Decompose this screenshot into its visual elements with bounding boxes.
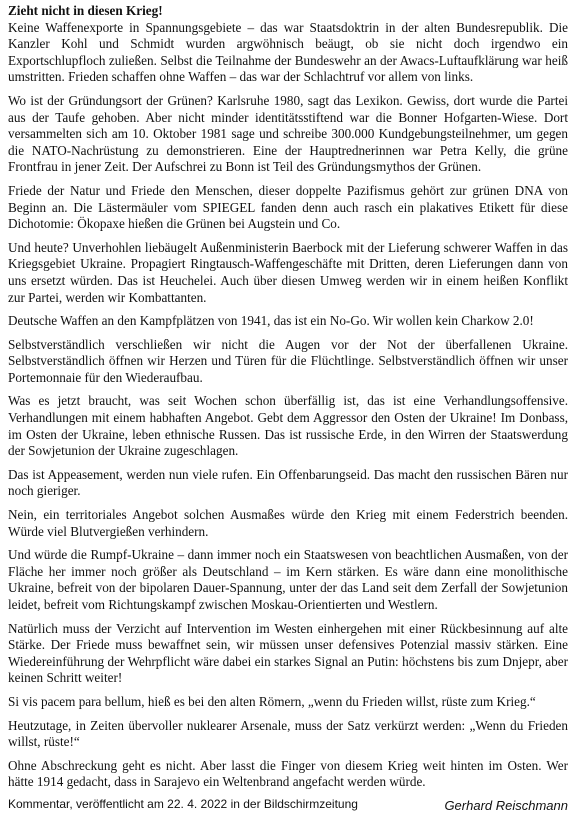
article-paragraph: Wo ist der Gründungsort der Grünen? Karlsruhe 1980, sagt das Lexikon. Gewiss, dort wurde die Partei aus der Taufe gehoben. Aber nicht minder identitätsstiftend war die Bonner Hofgarten-Wiese. Dort versammelten sich am 10. Oktober 1981 sage und schreibe 300.000 Kundgebungsteilnehmer, um gegen die NATO-Nachrüstung zu demonstrieren. Eine der Hauptrednerinnen war Petra Kelly, die grüne Frontfrau in jener Zeit. Der Aufschrei zu Bonn ist Teil des Gründungsmythos der Grünen. — [8, 92, 568, 175]
article-paragraph: Friede der Natur und Friede den Menschen, dieser doppelte Pazifismus gehört zur grünen DNA von Beginn an. Die Lästermäuler vom SPIEGEL fanden denn auch rasch ein plakatives Etikett für diese Dichotomie: Ökopaxe hießen die Grünen bei Augstein und Co. — [8, 182, 568, 232]
article-paragraph: Keine Waffenexporte in Spannungsgebiete – das war Staatsdoktrin in der alten Bundesrepublik. Die Kanzler Kohl und Schmidt wurden argwöhnisch beäugt, ob sie nicht doch irgendwo ein Exportschlupfloch zuließen. Selbst die Teilnahme der Bundeswehr an der Awacs-Luftaufklärung war heiß umstritten. Frieden schaffen ohne Waffen – das war der Schlachtruf vor allem von links. — [8, 19, 568, 85]
author-signature: Gerhard Reischmann — [444, 797, 568, 813]
article-paragraph: Deutsche Waffen an den Kampfplätzen von 1941, das ist ein No-Go. Wir wollen kein Charkow 2.0! — [8, 313, 534, 329]
article-paragraph: Selbstverständlich verschließen wir nicht die Augen vor der Not der überfallenen Ukraine. Selbstverständlich öffnen wir Herzen und Türen für die Flüchtlinge. Selbstverständlich öffnen wir unser Portemonnaie für den Wiederaufbau. — [8, 336, 568, 385]
article-paragraph: Das ist Appeasement, werden nun viele rufen. Ein Offenbarungseid. Das macht den russischen Bären nur noch gieriger. — [8, 466, 568, 499]
publication-note: Kommentar, veröffentlicht am 22. 4. 2022 in der Bildschirmzeitung — [8, 797, 358, 811]
article-paragraph: Was es jetzt braucht, was seit Wochen schon überfällig ist, das ist eine Verhandlungsoffensive. Verhandlungen mit einem habhaften Angebot. Gebt dem Aggressor den Osten der Ukraine! Im Donbass, im Osten der Ukraine, leben ethnische Russen. Das ist russische Erde, in den Wirren der Staatswerdung der Sowjetunion der Ukraine zugeschlagen. — [8, 393, 568, 459]
article-paragraph: Heutzutage, in Zeiten übervoller nuklearer Arsenale, muss der Satz verkürzt werden: „Wenn du Frieden willst, rüste!“ — [8, 717, 568, 750]
article-paragraph: Und heute? Unverhohlen liebäugelt Außenministerin Baerbock mit der Lieferung schwerer Waffen in das Kriegsgebiet Ukraine. Propagiert Ringtausch-Waffengeschäfte mit Dritten, deren Lieferungen dann von uns ersetzt würden. Das ist Heuchelei. Auch über diesen Umweg werden wir in einem heißen Konflikt zur Partei, werden wir Kombattanten. — [8, 239, 568, 305]
article — [8, 3, 568, 815]
article-title: Zieht nicht in diesen Krieg! — [8, 3, 163, 18]
article-paragraph: Si vis pacem para bellum, hieß es bei den alten Römern, „wenn du Frieden willst, rüste zum Krieg.“ — [8, 693, 536, 709]
article-paragraph: Nein, ein territoriales Angebot solchen Ausmaßes würde den Krieg mit einem Federstrich beenden. Würde viel Blutvergießen verhindern. — [8, 507, 568, 539]
article-paragraph: Natürlich muss der Verzicht auf Intervention im Westen einhergehen mit einer Rückbesinnung auf alte Stärke. Der Friede muss bewaffnet sein, wir müssen unser defensives Potenzial massiv stärken. Eine Wiedereinführung der Wehrpflicht wäre dabei ein starkes Signal an Putin: höchstens bis zum Dnjepr, aber keinen Schritt weiter! — [8, 620, 568, 686]
article-paragraph: Ohne Abschreckung geht es nicht. Aber lasst die Finger von diesem Krieg weit hinten im Osten. Wer hätte 1914 gedacht, dass in Sarajevo ein Weltenbrand angefacht werden würde. — [8, 757, 568, 790]
article-paragraph: Und würde die Rumpf-Ukraine – dann immer noch ein Staatswesen von beachtlichen Ausmaßen, von der Fläche her immer noch größer als Deutschland – im Kern stärken. Es wäre dann eine monolithische Ukraine, befreit von der bipolaren Dauer-Spannung, unter der das Land seit dem Zerfall der Sowjetunion leidet, befreit vom Richtungskampf zwischen Moskau-Orientierten und Westlern. — [8, 547, 568, 612]
